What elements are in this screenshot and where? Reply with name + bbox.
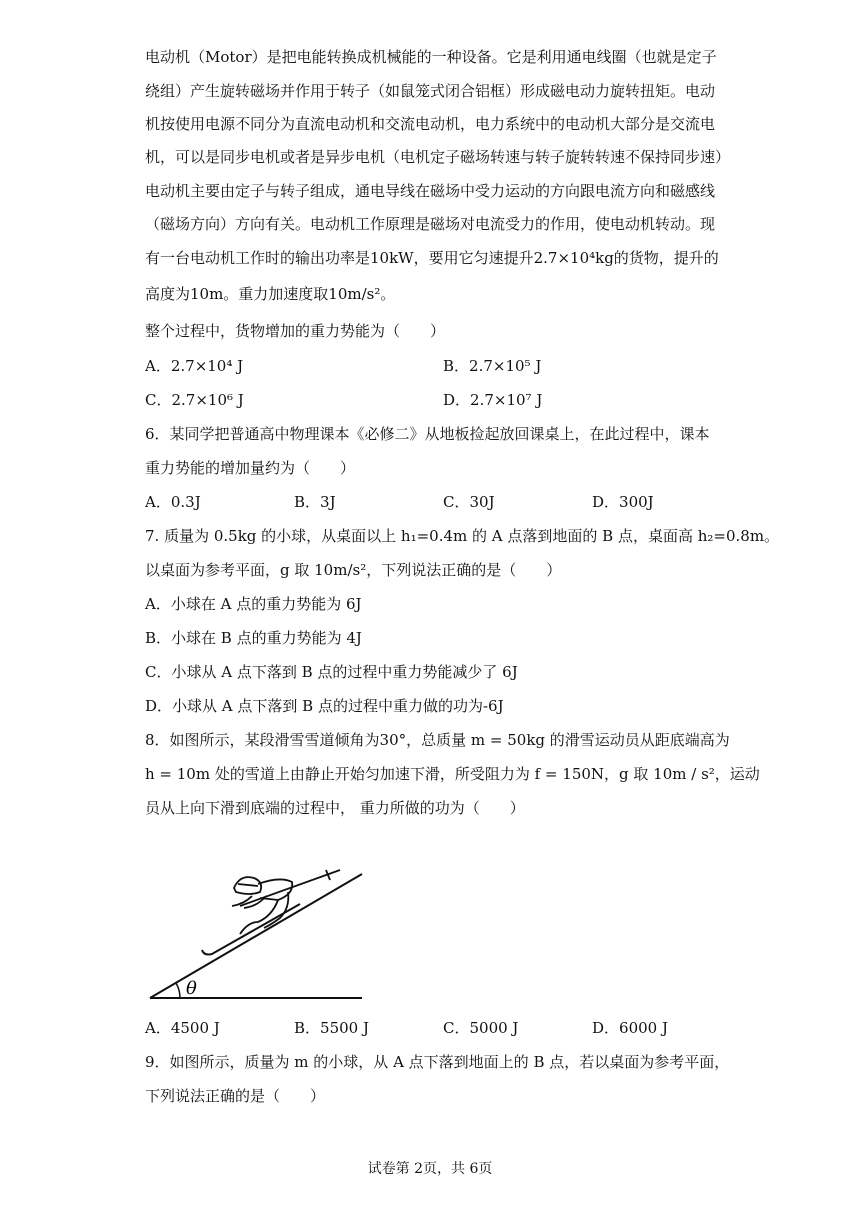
passage-line: 有一台电动机工作时的输出功率是10kW，要用它匀速提升2.7×10⁴kg的货物，提升的 xyxy=(145,249,719,267)
q7-option-b: B．小球在 B 点的重力势能为 4J xyxy=(145,629,362,647)
passage-line: 高度为10m。重力加速度取10m/s²。 xyxy=(145,285,396,303)
passage-line: 机按使用电源不同分为直流电动机和交流电动机，电力系统中的电动机大部分是交流电 xyxy=(145,115,716,133)
q5-option-c: C．2.7×10⁶ J xyxy=(145,391,244,409)
q8-option-b: B．5500 J xyxy=(294,1019,369,1037)
q6-option-d: D．300J xyxy=(592,493,654,511)
q6-option-c: C．30J xyxy=(443,493,495,511)
q6-option-a: A．0.3J xyxy=(145,493,201,511)
q8-option-a: A．4500 J xyxy=(145,1019,220,1037)
q9-stem-line: 下列说法正确的是（ ） xyxy=(145,1087,326,1105)
passage-line: 电动机（Motor）是把电能转换成机械能的一种设备。它是利用通电线圈（也就是定子 xyxy=(145,48,717,66)
q9-stem-line: 9．如图所示，质量为 m 的小球，从 A 点下落到地面上的 B 点，若以桌面为参考平面， xyxy=(145,1053,730,1071)
q6-stem-line: 重力势能的增加量约为（ ） xyxy=(145,459,356,477)
q8-option-d: D．6000 J xyxy=(592,1019,668,1037)
q8-option-c: C．5000 J xyxy=(443,1019,519,1037)
q5-option-d: D．2.7×10⁷ J xyxy=(443,391,543,409)
angle-label: θ xyxy=(186,978,197,999)
passage-line: 绕组）产生旋转磁场并作用于转子（如鼠笼式闭合铝框）形成磁电动力旋转扭矩。电动 xyxy=(145,82,716,100)
q8-stem-line: 8．如图所示，某段滑雪雪道倾角为30°，总质量 m = 50kg 的滑雪运动员从距底端高为 xyxy=(145,731,730,749)
q8-stem-line: 员从上向下滑到底端的过程中， 重力所做的功为（ ） xyxy=(145,799,525,817)
q6-stem-line: 6．某同学把普通高中物理课本《必修二》从地板捡起放回课桌上，在此过程中，课本 xyxy=(145,425,710,443)
page-footer: 试卷第 2页，共 6页 xyxy=(367,1161,493,1177)
passage-line: （磁场方向）方向有关。电动机工作原理是磁场对电流受力的作用，使电动机转动。现 xyxy=(145,215,716,233)
q7-option-c: C．小球从 A 点下落到 B 点的过程中重力势能减少了 6J xyxy=(145,663,518,681)
skier-icon xyxy=(232,870,340,934)
passage-line: 电动机主要由定子与转子组成，通电导线在磁场中受力运动的方向跟电流方向和磁感线 xyxy=(145,182,716,200)
q7-option-d: D．小球从 A 点下落到 B 点的过程中重力做的功为-6J xyxy=(145,697,504,715)
q8-stem-line: h = 10m 处的雪道上由静止开始匀加速下滑，所受阻力为 f = 150N，g 取 10m / s²，运动 xyxy=(145,765,760,783)
passage-line: 机，可以是同步电机或者是异步电机（电机定子磁场转速与转子旋转转速不保持同步速） xyxy=(145,148,731,166)
q6-option-b: B．3J xyxy=(294,493,336,511)
q7-stem-line: 7. 质量为 0.5kg 的小球，从桌面以上 h₁=0.4m 的 A 点落到地面的 B 点，桌面高 h₂=0.8m。 xyxy=(145,527,780,545)
ski-slope-figure xyxy=(140,860,380,1005)
q5-option-a: A．2.7×10⁴ J xyxy=(145,357,244,375)
q7-stem-line: 以桌面为参考平面，g 取 10m/s²，下列说法正确的是（ ） xyxy=(145,561,562,579)
angle-arc xyxy=(176,983,180,998)
q7-option-a: A．小球在 A 点的重力势能为 6J xyxy=(145,595,362,613)
q5-option-b: B．2.7×10⁵ J xyxy=(443,357,542,375)
q5-stem: 整个过程中，货物增加的重力势能为（ ） xyxy=(145,322,446,340)
